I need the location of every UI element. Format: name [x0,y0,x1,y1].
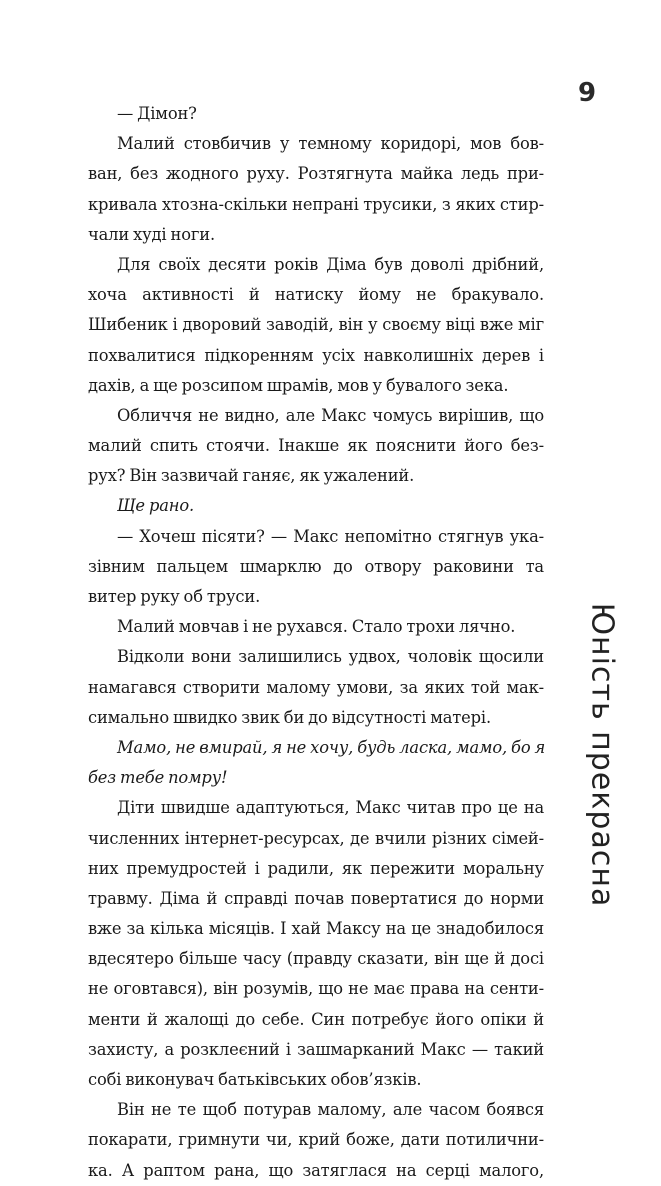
text-line: похвалитися підкоренням усіх навколишніх дерев і [88,345,544,365]
text-line: малий спить стоячи. Інакше як пояснити його без- [88,436,544,456]
body-text [88,99,544,1186]
text-line: вже за кілька місяців. І хай Максу на це знадобилося [88,919,544,939]
text-line: покарати, гримнути чи, крий боже, дати потилични- [88,1130,544,1150]
text-line: Малий мовчав і не рухався. Стало трохи лячно. [117,617,516,637]
text-line: численних інтернет-ресурсах, де вчили різних сімей- [88,828,544,848]
text-line: травму. Діма й справді почав повертатися до норми [88,888,544,908]
text-line: ка. А раптом рана, що затяглася на серці малого, [88,1160,544,1180]
text-line: ван, без жодного руху. Розтягнута майка ледь при- [88,164,544,184]
text-line: чали худі ноги. [88,224,215,244]
text-line: симально швидко звик би до відсутності матері. [88,707,491,727]
text-line: Відколи вони залишились удвох, чоловік щосили [117,647,544,667]
text-line: — Дімон? [117,104,197,123]
text-line: Малий стовбичив у темному коридорі, мов бов- [117,134,544,154]
running-title: Юність прекрасна [584,602,620,908]
text-line: Діти швидше адаптуються, Макс читав про це на [117,798,544,818]
text-line: рух? Він зазвичай ганяє, як ужалений. [88,466,415,486]
text-line: намагався створити малому умови, за яких той мак- [88,677,544,697]
text-line: хоча активності й натиску йому не бракувало. [88,285,544,305]
text-line: кривала хтозна-скільки непрані трусики, з яких стир- [88,194,544,214]
text-line: менти й жалощі до себе. Син потребує його опіки й [88,1009,544,1029]
text-line: дахів, а ще розсипом шрамів, мов у бувалого зека. [88,375,509,395]
text-line: Він не те щоб потурав малому, але часом боявся [117,1100,544,1120]
text-line: — Хочеш пісяти? — Макс непомітно стягнув ука- [117,526,544,546]
text-line: Для своїх десяти років Діма був доволі дрібний, [117,254,544,274]
text-line: вдесятеро більше часу (правду сказати, він ще й досі [88,949,544,969]
text-line: Обличчя не видно, але Макс чомусь вирішив, що [117,405,544,425]
text-line: зівним пальцем шмарклю до отвору раковини та [88,556,544,576]
text-line: не оговтався), він розумів, що не має права на сенти- [88,979,544,999]
text-line: Ще рано. [117,496,195,516]
text-line: витер руку об труси. [88,587,261,606]
page-number: 9 [578,78,597,108]
text-line: Шибеник і дворовий заводій, він у своєму віці вже міг [88,315,544,335]
text-line: собі виконувач батьківських обов’язків. [88,1070,422,1089]
text-line: без тебе помру! [88,768,228,788]
text-line: Мамо, не вмирай, я не хочу, будь ласка, мамо, бо я [117,737,546,757]
text-line: них премудростей і радили, як пережити моральну [88,858,544,878]
text-line: захисту, а розклеєний і зашмарканий Макс — такий [88,1039,544,1059]
